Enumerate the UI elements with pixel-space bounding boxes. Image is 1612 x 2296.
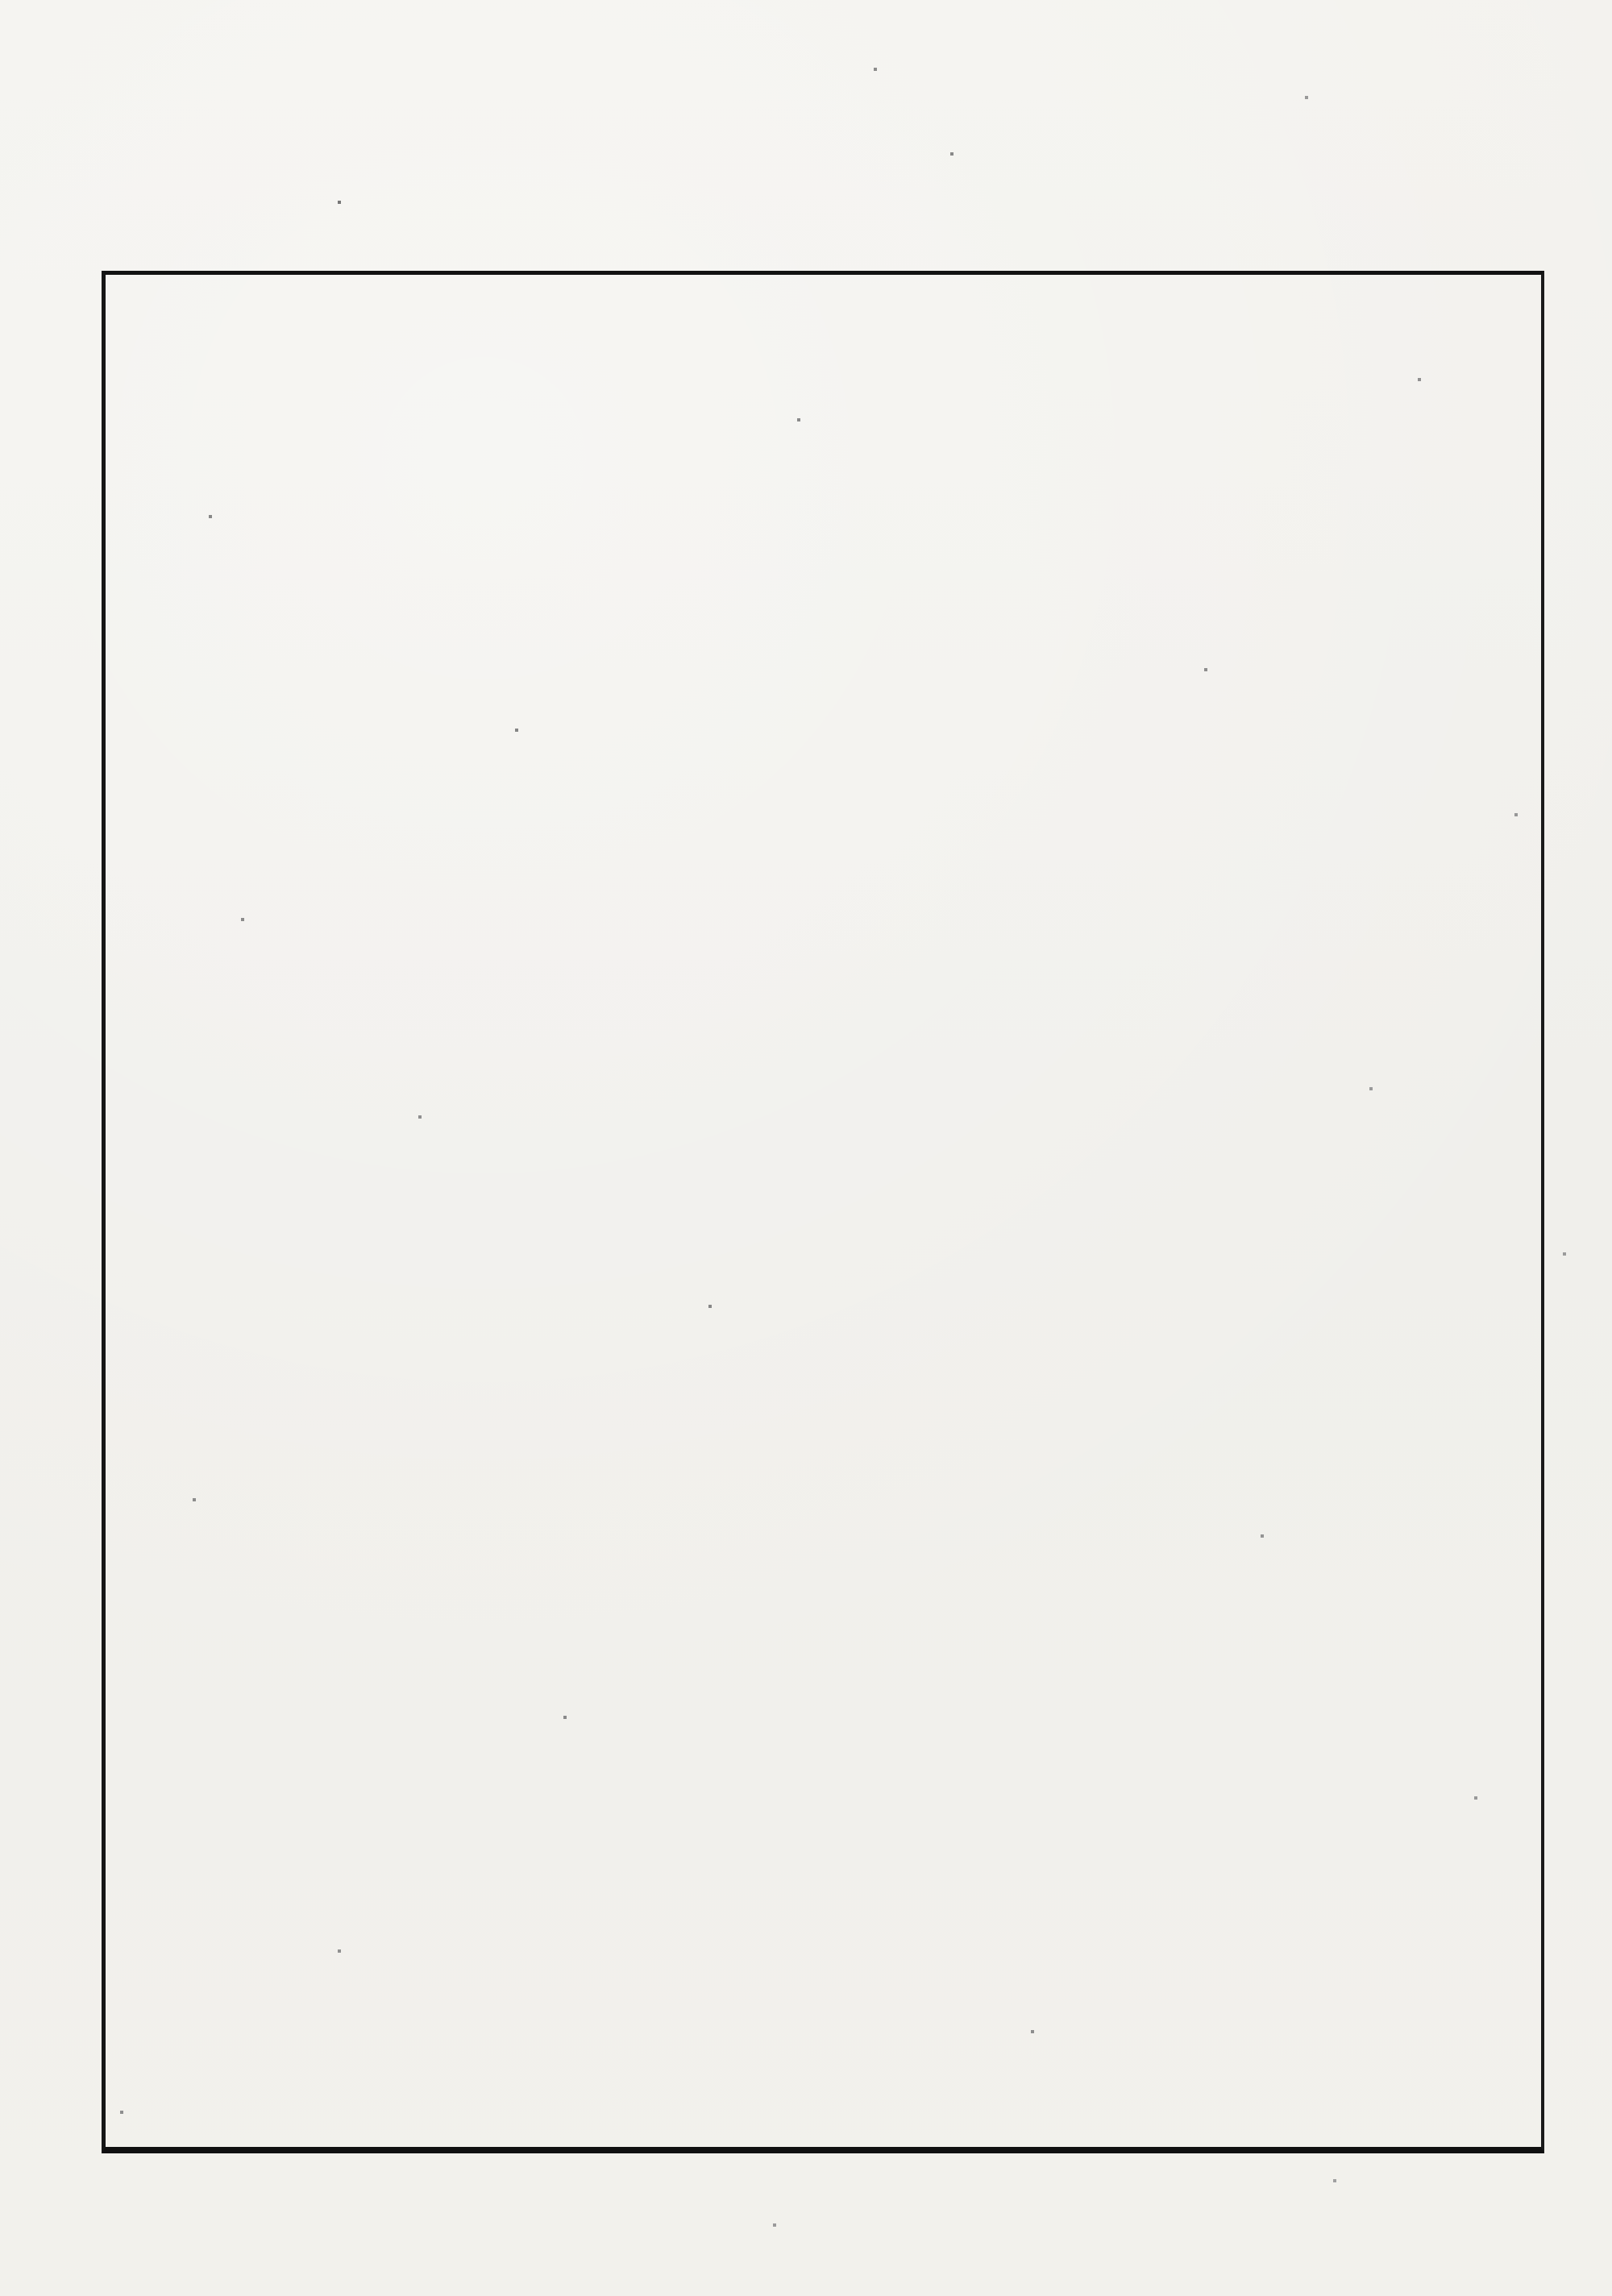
document-border-box [102, 271, 1544, 2153]
scan-noise-speckles [0, 0, 2, 2]
